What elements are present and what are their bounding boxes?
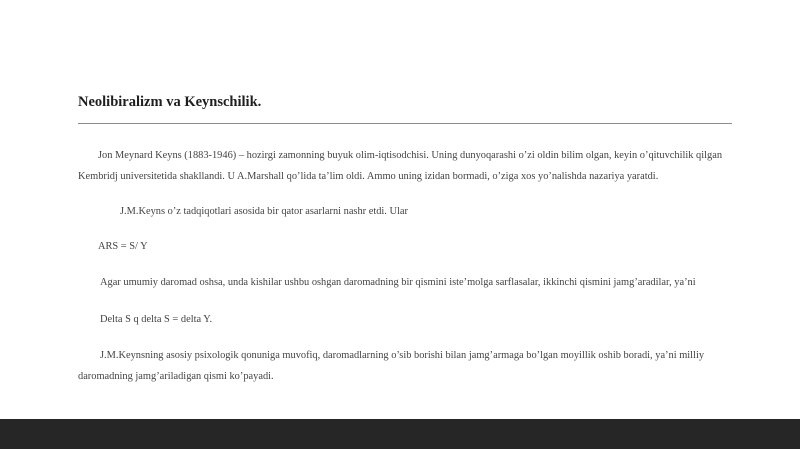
document-title: Neolibiralizm va Keynschilik. bbox=[78, 94, 262, 110]
paragraph-income-consumption: Agar umumiy daromad oshsa, unda kishilar ushbu oshgan daromadning bir qismini iste’molga sarflasalar, ikkinchi qismini jamg’aradilar, ya’ni bbox=[100, 277, 696, 288]
paragraph-psychological-law: J.M.Keynsning asosiy psixologik qonuniga muvofiq, daromadlarning o’sib borishi bilan jamg’armaga bo’lgan moyillik oshib boradi, ya’ni milliy daromadning jamg’ariladigan qismi ko’payadi. bbox=[78, 350, 705, 382]
title-divider bbox=[78, 123, 732, 124]
paragraph-keynes-biography: Jon Meynard Keyns (1883-1946) – hozirgi zamonning buyuk olim-iqtisodchisi. Uning dunyoqarashi o’zi oldin bilim olgan, keyin o’qituvchilik qilgan Kembridj universitetida shakllandi. U A.Marshall qo’lida ta’lim oldi. Ammo uning izidan bormadi, o’ziga xos yo’nalishda nazariya yaratdi. bbox=[78, 150, 723, 182]
footer-bar bbox=[0, 419, 800, 449]
formula-delta: Delta S q delta S = delta Y. bbox=[100, 314, 213, 325]
paragraph-keynes-works: J.M.Keyns o’z tadqiqotlari asosida bir qator asarlarni nashr etdi. Ular bbox=[120, 206, 408, 217]
formula-ars: ARS = S/ Y bbox=[98, 241, 148, 252]
